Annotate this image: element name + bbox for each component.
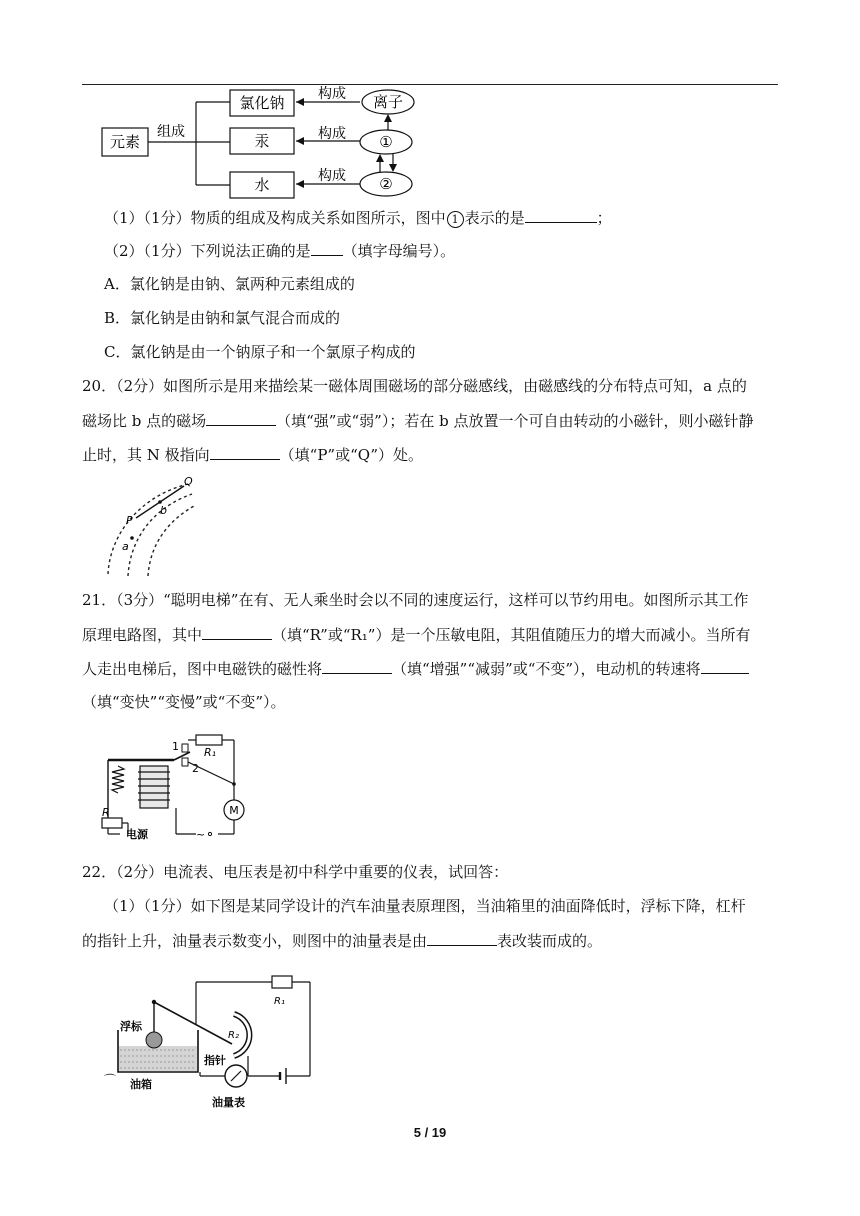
elevator-circuit-figure (100, 734, 262, 844)
q20-line2 (82, 410, 753, 431)
q20-line3-prefix: 止时，其 N 极指向 (82, 446, 210, 464)
q19-part2 (104, 240, 455, 261)
q22-line1: 22．（2分）电流表、电压表是初中科学中重要的仪表，试回答： (82, 863, 509, 881)
q19-part1 (104, 207, 612, 228)
nacl-label: 氯化钠 (239, 94, 285, 112)
q19-part1-suffix: 表示的是 (464, 209, 525, 227)
mercury-label: 汞 (254, 132, 270, 150)
q20-line3-suffix: （填“P”或“Q”）处。 (279, 446, 424, 464)
resistor-r1-label: R₁ (204, 746, 217, 759)
contact-1-label: 1 (172, 740, 179, 753)
made-label-3: 构成 (318, 168, 346, 184)
answer-blank-q21-1[interactable] (202, 624, 272, 640)
q20-line1: 20．（2分）如图所示是用来描绘某一磁体周围磁场的部分磁感线，由磁感线的分布特点可知，a 点的 (82, 377, 747, 395)
q20-line2-suffix: （填“强”或“弱”）；若在 b 点放置一个可自由转动的小磁针，则小磁针静 (276, 412, 754, 430)
q19-part2-suffix: （填字母编号）。 (342, 242, 456, 260)
float-label: 浮标 (120, 1020, 142, 1033)
resistor-r-label: R (102, 806, 110, 819)
answer-blank-q21-2[interactable] (322, 658, 392, 674)
water-label: 水 (254, 176, 270, 194)
q21-line4: （填“变快”“变慢”或“不变”）。 (82, 693, 286, 711)
point-a-label: a (122, 540, 129, 553)
point-b-label: b (160, 504, 167, 517)
q22-line3-prefix: 的指针上升，油量表示数变小，则图中的油量表是由 (82, 932, 428, 950)
q19-option-c: C．氯化钠是由一个钠原子和一个氯原子构成的 (104, 343, 416, 361)
element-label: 元素 (109, 133, 141, 151)
q19-option-b: B．氯化钠是由钠和氯气混合而成的 (104, 309, 341, 327)
circle-2-label: ② (379, 175, 393, 193)
q21-line2-suffix: （填“R”或“R₁”）是一个压敏电阻，其阻值随压力的增大而减小。当所有 (272, 626, 751, 644)
q19-part2-prefix: （2）（1分）下列说法正确的是 (104, 242, 311, 260)
made-label-1: 构成 (318, 86, 346, 102)
q20-line2-prefix: 磁场比 b 点的磁场 (82, 412, 207, 430)
point-q-label: Q (184, 475, 193, 488)
svg-text:~: ~ (196, 828, 206, 841)
made-label-2: 构成 (318, 126, 346, 142)
q19-part1-end: ； (596, 209, 612, 227)
pointer-label: 指针 (204, 1054, 226, 1067)
contact-2-label: 2 (192, 762, 199, 775)
q19-part1-prefix: （1）（1分）物质的组成及构成关系如图所示，图中 (104, 209, 446, 227)
answer-blank-q20-1[interactable] (206, 410, 276, 426)
circle-one-symbol: 1 (447, 211, 464, 228)
page-number: 5 / 19 (413, 1125, 447, 1140)
q21-line3-middle: （填“增强”“减弱”或“不变”），电动机的转速将 (392, 660, 701, 678)
ion-label: 离子 (372, 93, 404, 111)
q19-option-a: A．氯化钠是由钠、氯两种元素组成的 (104, 275, 355, 293)
answer-blank-q19-2[interactable] (311, 240, 343, 256)
q22-line3 (82, 930, 602, 951)
q22-line3-suffix: 表改装而成的。 (497, 932, 603, 950)
tank-label: 油箱 (130, 1078, 152, 1091)
resistor-r2-label: R₂ (228, 1030, 239, 1041)
q22-line2: （1）（1分）如下图是某同学设计的汽车油量表原理图，当油箱里的油面降低时，浮标下降，杠杆 (104, 897, 746, 915)
power-source-label: 电源 (126, 828, 148, 841)
q21-line3-prefix: 人走出电梯后，图中电磁铁的磁性将 (82, 660, 323, 678)
point-p-label: P (126, 514, 133, 527)
header-rule (82, 84, 778, 85)
q20-line3 (82, 444, 423, 465)
magnetic-field-figure (100, 474, 200, 578)
q21-line3 (82, 658, 749, 679)
compose-label: 组成 (157, 124, 185, 140)
svg-text:⌒: ⌒ (104, 1073, 117, 1087)
fuel-gauge-figure (100, 964, 320, 1114)
q21-line2 (82, 624, 750, 645)
motor-label: M (229, 804, 239, 817)
answer-blank-q19-1[interactable] (525, 207, 597, 223)
answer-blank-q22-1[interactable] (427, 930, 497, 946)
resistor-r1-gauge-label: R₁ (274, 996, 285, 1007)
q21-line1: 21．（3分）“聪明电梯”在有、无人乘坐时会以不同的速度运行，这样可以节约用电。如图所示其工作 (82, 591, 749, 609)
gauge-label: 油量表 (212, 1096, 245, 1109)
answer-blank-q20-2[interactable] (210, 444, 280, 460)
composition-diagram (98, 86, 428, 202)
q21-line2-prefix: 原理电路图，其中 (82, 626, 203, 644)
answer-blank-q21-3[interactable] (701, 658, 749, 674)
circle-1-label: ① (379, 133, 393, 151)
